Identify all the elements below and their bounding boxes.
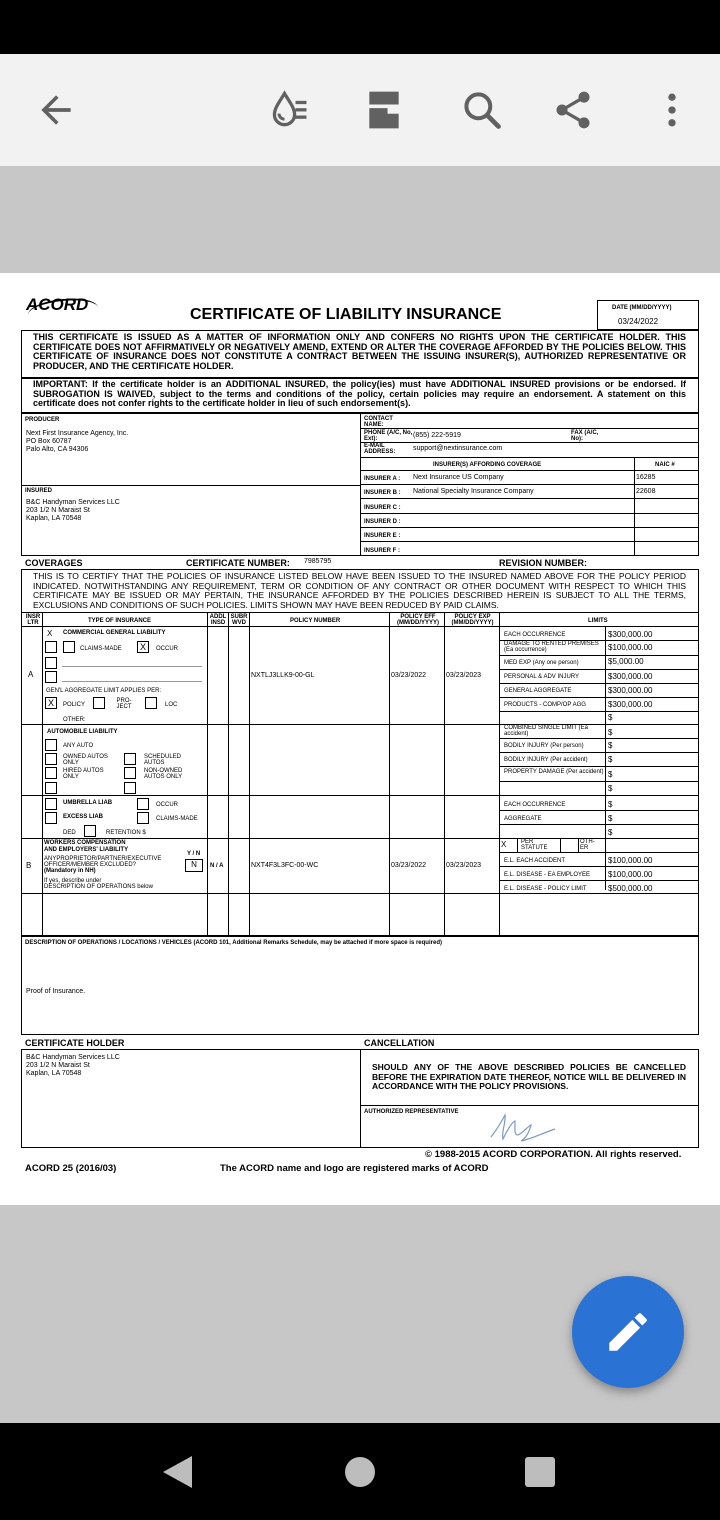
gl-project-checkbox[interactable]: [93, 697, 105, 709]
cancellation-label: CANCELLATION: [364, 1038, 435, 1048]
table-header-bottom: [21, 626, 699, 627]
gl-limit-value-2: $100,000.00: [608, 643, 653, 652]
umbrella-label: UMBRELLA LIAB: [63, 800, 113, 806]
auto-owned-checkbox[interactable]: [45, 753, 57, 765]
wc-q3: (Mandatory in NH): [44, 868, 96, 874]
more-vert-icon: [650, 88, 694, 132]
umbrella-limit-line-2: [499, 824, 699, 825]
gl-limit-line-3: [499, 669, 699, 670]
auto-blank-checkbox-2[interactable]: [124, 782, 136, 794]
wc-label-1: WORKERS COMPENSATION: [44, 840, 126, 846]
email-label: E-MAIL ADDRESS:: [364, 443, 396, 455]
sign-field-icon: [362, 88, 406, 132]
gl-label: COMMERCIAL GENERAL LIABILITY: [63, 630, 166, 636]
wc-exp-date: 03/23/2023: [446, 862, 482, 869]
gl-project-label: PRO-JECT: [116, 698, 132, 710]
auto-limit-value-2: $: [608, 741, 613, 750]
gl-blank-line-1: [62, 666, 202, 667]
wc-limit-label-2: E.L. DISEASE - EA EMPLOYEE: [504, 872, 591, 878]
gl-limit-line-6: [499, 711, 699, 712]
limits-header: LIMITS: [588, 618, 608, 624]
insurer-b-label: INSURER B :: [364, 490, 401, 496]
email-value: support@nextinsurance.com: [413, 445, 503, 452]
umbrella-limit-value-2: $: [608, 814, 613, 823]
producer-label: PRODUCER: [25, 417, 60, 423]
contact-divider-3: [360, 457, 699, 458]
insurer-b-line: [360, 484, 699, 485]
gl-limit-label-2: DAMAGE TO RENTED PREMISES (Ea occurrence): [504, 641, 599, 653]
certificate-holder-label: CERTIFICATE HOLDER: [25, 1038, 125, 1048]
naic-header: NAIC #: [655, 462, 675, 468]
wc-statute-divider-1: [517, 838, 518, 852]
wc-row-bottom: [21, 893, 699, 894]
gl-loc-checkbox[interactable]: [145, 697, 157, 709]
wc-insurer-letter: B: [26, 861, 32, 870]
date-label: DATE (MM/DD/YYYY): [612, 305, 672, 311]
gl-limit-value-5: $300,000.00: [608, 686, 653, 695]
umbrella-limit-label-2: AGGREGATE: [504, 816, 542, 822]
auto-limit-line-2: [499, 752, 699, 753]
wc-per-statute-check: X: [501, 840, 507, 849]
auto-scheduled-checkbox[interactable]: [124, 753, 136, 765]
holder-divider: [360, 1049, 361, 1148]
description-box: [21, 936, 699, 1035]
auto-limit-line-4: [499, 781, 699, 782]
contact-name-label: CONTACT NAME:: [364, 416, 393, 428]
auto-limit-label-2: BODILY INJURY (Per person): [504, 743, 584, 749]
insurer-d-label: INSURER D :: [364, 519, 401, 525]
wc-na: N / A: [210, 863, 224, 869]
gl-check: X: [47, 629, 53, 638]
addl-header: ADDL INSD: [209, 614, 227, 626]
auto-non-owned-label: NON-OWNED AUTOS ONLY: [144, 768, 183, 780]
insurer-e-line: [360, 527, 699, 528]
insurer-a-label: INSURER A :: [364, 476, 401, 482]
wc-limit-label-3: E.L. DISEASE - POLICY LIMIT: [504, 886, 587, 892]
description-label: DESCRIPTION OF OPERATIONS / LOCATIONS / VEHICLES (ACORD 101, Additional Remarks Schedule, may be attached if more space is required): [25, 940, 442, 946]
col-line-subr: [249, 612, 250, 936]
insurers-header: INSURER(S) AFFORDING COVERAGE: [433, 462, 542, 468]
col-line-ltr: [42, 612, 43, 936]
gl-insurer-letter: A: [28, 670, 34, 679]
certify-text: THIS IS TO CERTIFY THAT THE POLICIES OF INSURANCE LISTED BELOW HAVE BEEN ISSUED TO THE INSURED NAMED ABOVE FOR THE POLICY PERIOD INDICATED. NOTWITHSTANDING ANY REQUIREMENT, TERM OR CONDITION OF ANY CONTRACT OR OTHER DOCUMENT WITH RESPECT TO WHICH THIS CERTIFICATE MAY BE ISSUED OR MAY PERTAIN, THE INSURANCE AFFORDED BY THE POLICIES DESCRIBED HEREIN IS SUBJECT TO ALL THE TERMS, EXCLUSIONS AND CONDITIONS OF SUCH POLICIES. LIMITS SHOWN MAY HAVE BEEN REDUCED BY PAID CLAIMS.: [33, 571, 686, 610]
insurer-f-line: [360, 541, 699, 542]
gl-occur-label: OCCUR: [156, 646, 178, 652]
exp-header: POLICY EXP (MM/DD/YYYY): [451, 614, 494, 626]
form-title: CERTIFICATE OF LIABILITY INSURANCE: [190, 306, 502, 323]
gl-limit-line-2: [499, 655, 699, 656]
gl-agg-applies-label: GEN'L AGGREGATE LIMIT APPLIES PER:: [46, 688, 162, 694]
excess-checkbox[interactable]: [45, 812, 57, 824]
gl-occur-checkbox[interactable]: X: [137, 641, 149, 653]
gl-other-label: OTHER:: [63, 717, 86, 723]
gl-limit-label-6: PRODUCTS - COMP/OP AGG: [504, 702, 586, 708]
auto-scheduled-label: SCHEDULED AUTOS: [144, 754, 182, 766]
form-id: ACORD 25 (2016/03): [25, 1163, 117, 1174]
trademark-notice: The ACORD name and logo are registered marks of ACORD: [220, 1163, 489, 1174]
auto-hired-checkbox[interactable]: [45, 767, 57, 779]
wc-yn-label: Y / N: [187, 851, 201, 857]
gl-policy-checkbox[interactable]: X: [45, 697, 57, 709]
wc-label-2: AND EMPLOYERS' LIABILITY: [44, 847, 129, 853]
search-icon: [460, 88, 504, 132]
insured-divider: [21, 485, 360, 486]
auto-limit-value-5: $: [608, 784, 613, 793]
umbrella-limit-value-1: $: [608, 800, 613, 809]
producer-line-3: Palo Alto, CA 94306: [26, 446, 89, 453]
holder-line-1: B&C Handyman Services LLC: [26, 1054, 120, 1061]
col-line-eff: [444, 612, 445, 936]
document-background: [0, 166, 720, 273]
umbrella-claims-made-checkbox[interactable]: [137, 812, 149, 824]
cancellation-text: SHOULD ANY OF THE ABOVE DESCRIBED POLICIES BE CANCELLED BEFORE THE EXPIRATION DATE THEREOF, NOTICE WILL BE DELIVERED IN ACCORDANCE WITH THE POLICY PROVISIONS.: [372, 1062, 686, 1091]
insurer-b-naic: 22608: [636, 488, 656, 495]
gl-limit-value-3: $5,000.00: [608, 657, 644, 666]
gl-limit-label-4: PERSONAL & ADV INJURY: [504, 674, 580, 680]
insurer-f-label: INSURER F :: [364, 548, 400, 554]
producer-line-1: Next First Insurance Agency, Inc.: [26, 430, 129, 437]
insurer-a-naic: 16285: [636, 474, 656, 481]
wc-limit-value-1: $100,000.00: [608, 856, 653, 865]
auto-limit-line-1: [499, 738, 699, 739]
arrow-left-icon: [34, 88, 78, 132]
contact-divider-2: [360, 442, 699, 443]
status-bar: [0, 0, 720, 54]
cert-number-label: CERTIFICATE NUMBER:: [186, 558, 290, 568]
gl-claims-made-box[interactable]: [45, 641, 57, 653]
col-line-policy: [389, 612, 390, 936]
search-button[interactable]: [454, 82, 510, 138]
ded-checkbox[interactable]: [84, 825, 96, 837]
gl-policy-number: NXTLJ3LLK9-00-GL: [251, 672, 315, 679]
gl-claims-made-label: CLAIMS-MADE: [80, 646, 122, 652]
insurer-e-label: INSURER E :: [364, 533, 401, 539]
gl-limit-value-6: $300,000.00: [608, 700, 653, 709]
wc-per-statute-label: PER STATUTE: [521, 839, 548, 851]
auto-hired-label: HIRED AUTOS ONLY: [63, 768, 104, 780]
insurer-a-line: [360, 470, 699, 471]
insurer-c-label: INSURER C :: [364, 505, 401, 511]
auto-row-bottom: [21, 795, 699, 796]
gl-loc-label: LOC: [165, 702, 178, 708]
gl-limit-label-5: GENERAL AGGREGATE: [504, 688, 572, 694]
disclaimer-text: THIS CERTIFICATE IS ISSUED AS A MATTER OF INFORMATION ONLY AND CONFERS NO RIGHTS UPON THE CERTIFICATE HOLDER. THIS CERTIFICATE DOES NOT AFFIRMATIVELY OR NEGATIVELY AMEND, EXTEND OR ALTER THE COVERAGE AFFORDED BY THE POLICIES BELOW. THIS CERTIFICATE OF INSURANCE DOES NOT CONSTITUTE A CONTRACT BETWEEN THE ISSUING INSURER(S), AUTHORIZED REPRESENTATIVE OR PRODUCER, AND THE CERTIFICATE HOLDER.: [33, 332, 686, 371]
insured-line-2: 203 1/2 N Maraist St: [26, 507, 90, 514]
gl-limit-value-7: $: [608, 713, 613, 722]
insurer-c-line: [360, 498, 699, 499]
nav-recents-icon[interactable]: [525, 1457, 555, 1487]
gl-limit-label-3: MED EXP (Any one person): [504, 660, 579, 666]
signature-image: [485, 1109, 557, 1143]
insured-line-1: B&C Handyman Services LLC: [26, 499, 120, 506]
edit-fab[interactable]: [572, 1276, 684, 1388]
gl-exp-date: 03/23/2023: [446, 672, 482, 679]
gl-limit-line-5: [499, 697, 699, 698]
type-header: TYPE OF INSURANCE: [88, 618, 152, 624]
auto-limit-label-3: BODILY INJURY (Per accident): [504, 757, 588, 763]
ink-drop-icon: [268, 88, 312, 132]
col-line-addl: [228, 612, 229, 936]
holder-line-2: 203 1/2 N Maraist St: [26, 1062, 90, 1069]
umbrella-limit-line-1: [499, 810, 699, 811]
acord-logo: ACORD: [26, 295, 89, 314]
insurer-d-line: [360, 513, 699, 514]
col-line-exp: [499, 612, 500, 936]
more-options-button[interactable]: [644, 82, 700, 138]
wc-q1: ANYPROPRIETOR/PARTNER/EXECUTIVE: [44, 856, 162, 862]
description-text: Proof of Insurance.: [26, 988, 86, 995]
contact-divider-1: [360, 428, 699, 429]
coverages-label: COVERAGES: [25, 558, 83, 568]
share-button[interactable]: [545, 82, 601, 138]
document-page[interactable]: [0, 273, 720, 1205]
nav-back-icon[interactable]: [160, 1454, 194, 1490]
authorized-rep-label: AUTHORIZED REPRESENTATIVE: [364, 1109, 459, 1115]
auto-any-label: ANY AUTO: [63, 743, 94, 749]
col-line-type: [207, 612, 208, 936]
ded-label: DED: [63, 830, 76, 836]
ink-button[interactable]: [262, 82, 318, 138]
umbrella-limit-value-3: $: [608, 828, 613, 837]
phone-value: (855) 222-5919: [413, 432, 461, 439]
pencil-icon: [603, 1307, 653, 1357]
gl-policy-label: POLICY: [63, 702, 86, 708]
auto-limit-line-3: [499, 766, 699, 767]
cert-number: 7985795: [304, 558, 332, 565]
insured-label: INSURED: [25, 488, 53, 494]
gl-blank-box-1[interactable]: [45, 657, 57, 669]
wc-excluded-answer[interactable]: N: [185, 859, 203, 872]
gl-eff-date: 03/23/2022: [391, 672, 427, 679]
wc-q5: DESCRIPTION OF OPERATIONS below: [44, 884, 153, 890]
auth-rep-line: [360, 1105, 699, 1106]
wc-q4: If yes, describe under: [44, 878, 102, 884]
fax-label: FAX (A/C, No):: [571, 430, 599, 442]
wc-statute-divider-3: [578, 838, 579, 852]
auto-limit-label-4: PROPERTY DAMAGE (Per accident): [504, 769, 604, 775]
gl-blank-line-2: [62, 681, 202, 682]
gl-limit-label-1: EACH OCCURRENCE: [504, 632, 566, 638]
gl-limit-value-1: $300,000.00: [608, 630, 653, 639]
auto-label: AUTOMOBILE LIABILITY: [47, 729, 118, 735]
gl-blank-box-2[interactable]: [45, 671, 57, 683]
auto-blank-checkbox-1[interactable]: [45, 782, 57, 794]
producer-line-2: PO Box 60787: [26, 438, 72, 445]
umbrella-checkbox[interactable]: [45, 798, 57, 810]
important-text: IMPORTANT: If the certificate holder is an ADDITIONAL INSURED, the policy(ies) must have ADDITIONAL INSURED provisions or be endorsed. If SUBROGATION IS WAIVED, subject to the terms and conditions of the policy, certain policies may require an endorsement. A statement on this certificate does not confer rights to the certificate holder in lieu of such endorsement(s).: [33, 379, 686, 408]
copyright: © 1988-2015 ACORD CORPORATION. All rights reserved.: [425, 1149, 682, 1160]
umbrella-limit-label-1: EACH OCCURRENCE: [504, 802, 566, 808]
retention-label: RETENTION $: [106, 830, 146, 836]
eff-header: POLICY EFF (MM/DD/YYYY): [397, 614, 439, 626]
wc-limit-line-0: [499, 852, 699, 853]
insured-line-3: Kaplan, LA 70548: [26, 515, 82, 522]
sign-button[interactable]: [356, 82, 412, 138]
back-button[interactable]: [28, 82, 84, 138]
col-line-limits: [605, 626, 606, 890]
umbrella-occur-checkbox[interactable]: [137, 798, 149, 810]
insurer-b-name: National Specialty Insurance Company: [413, 488, 534, 495]
date-value: 03/24/2022: [618, 317, 659, 326]
wc-limit-line-2: [499, 880, 699, 881]
auto-limit-label-1: COMBINED SINGLE LIMIT (Ea accident): [504, 725, 588, 737]
auto-limit-value-1: $: [608, 728, 613, 737]
gl-claims-made-checkbox[interactable]: [63, 641, 75, 653]
share-icon: [551, 88, 595, 132]
umbrella-occur-label: OCCUR: [156, 802, 178, 808]
auto-non-owned-checkbox[interactable]: [124, 767, 136, 779]
wc-oth-er-label: OTH-ER: [580, 839, 595, 851]
wc-limit-line-1: [499, 866, 699, 867]
auto-any-checkbox[interactable]: [45, 739, 57, 751]
wc-q2: OFFICER/MEMBER EXCLUDED?: [44, 862, 137, 868]
insurer-a-name: Next Insurance US Company: [413, 474, 504, 481]
wc-eff-date: 03/23/2022: [391, 862, 427, 869]
auto-limit-value-3: $: [608, 755, 613, 764]
wc-statute-divider-2: [560, 838, 561, 852]
policy-number-header: POLICY NUMBER: [290, 618, 341, 624]
holder-line-3: Kaplan, LA 70548: [26, 1070, 82, 1077]
wc-limit-value-3: $500,000.00: [608, 884, 653, 893]
wc-policy-number: NXT4F3L3FC-00-WC: [251, 862, 319, 869]
toolbar: [0, 54, 720, 166]
auto-owned-label: OWNED AUTOS ONLY: [63, 754, 108, 766]
umbrella-claims-made-label: CLAIMS-MADE: [156, 816, 198, 822]
excess-label: EXCESS LIAB: [63, 814, 104, 820]
wc-limit-label-1: E.L. EACH ACCIDENT: [504, 858, 566, 864]
gl-limit-line-4: [499, 683, 699, 684]
phone-label: PHONE (A/C, No, Ext):: [364, 430, 413, 442]
revision-number-label: REVISION NUMBER:: [499, 558, 588, 568]
nav-home-icon[interactable]: [345, 1457, 375, 1487]
auto-limit-value-4: $: [608, 770, 613, 779]
gl-limit-value-4: $300,000.00: [608, 672, 653, 681]
subr-header: SUBR WVD: [230, 614, 248, 626]
wc-limit-value-2: $100,000.00: [608, 870, 653, 879]
table-header-top: [21, 612, 699, 613]
insr-ltr-header: INSR LTR: [25, 614, 41, 626]
